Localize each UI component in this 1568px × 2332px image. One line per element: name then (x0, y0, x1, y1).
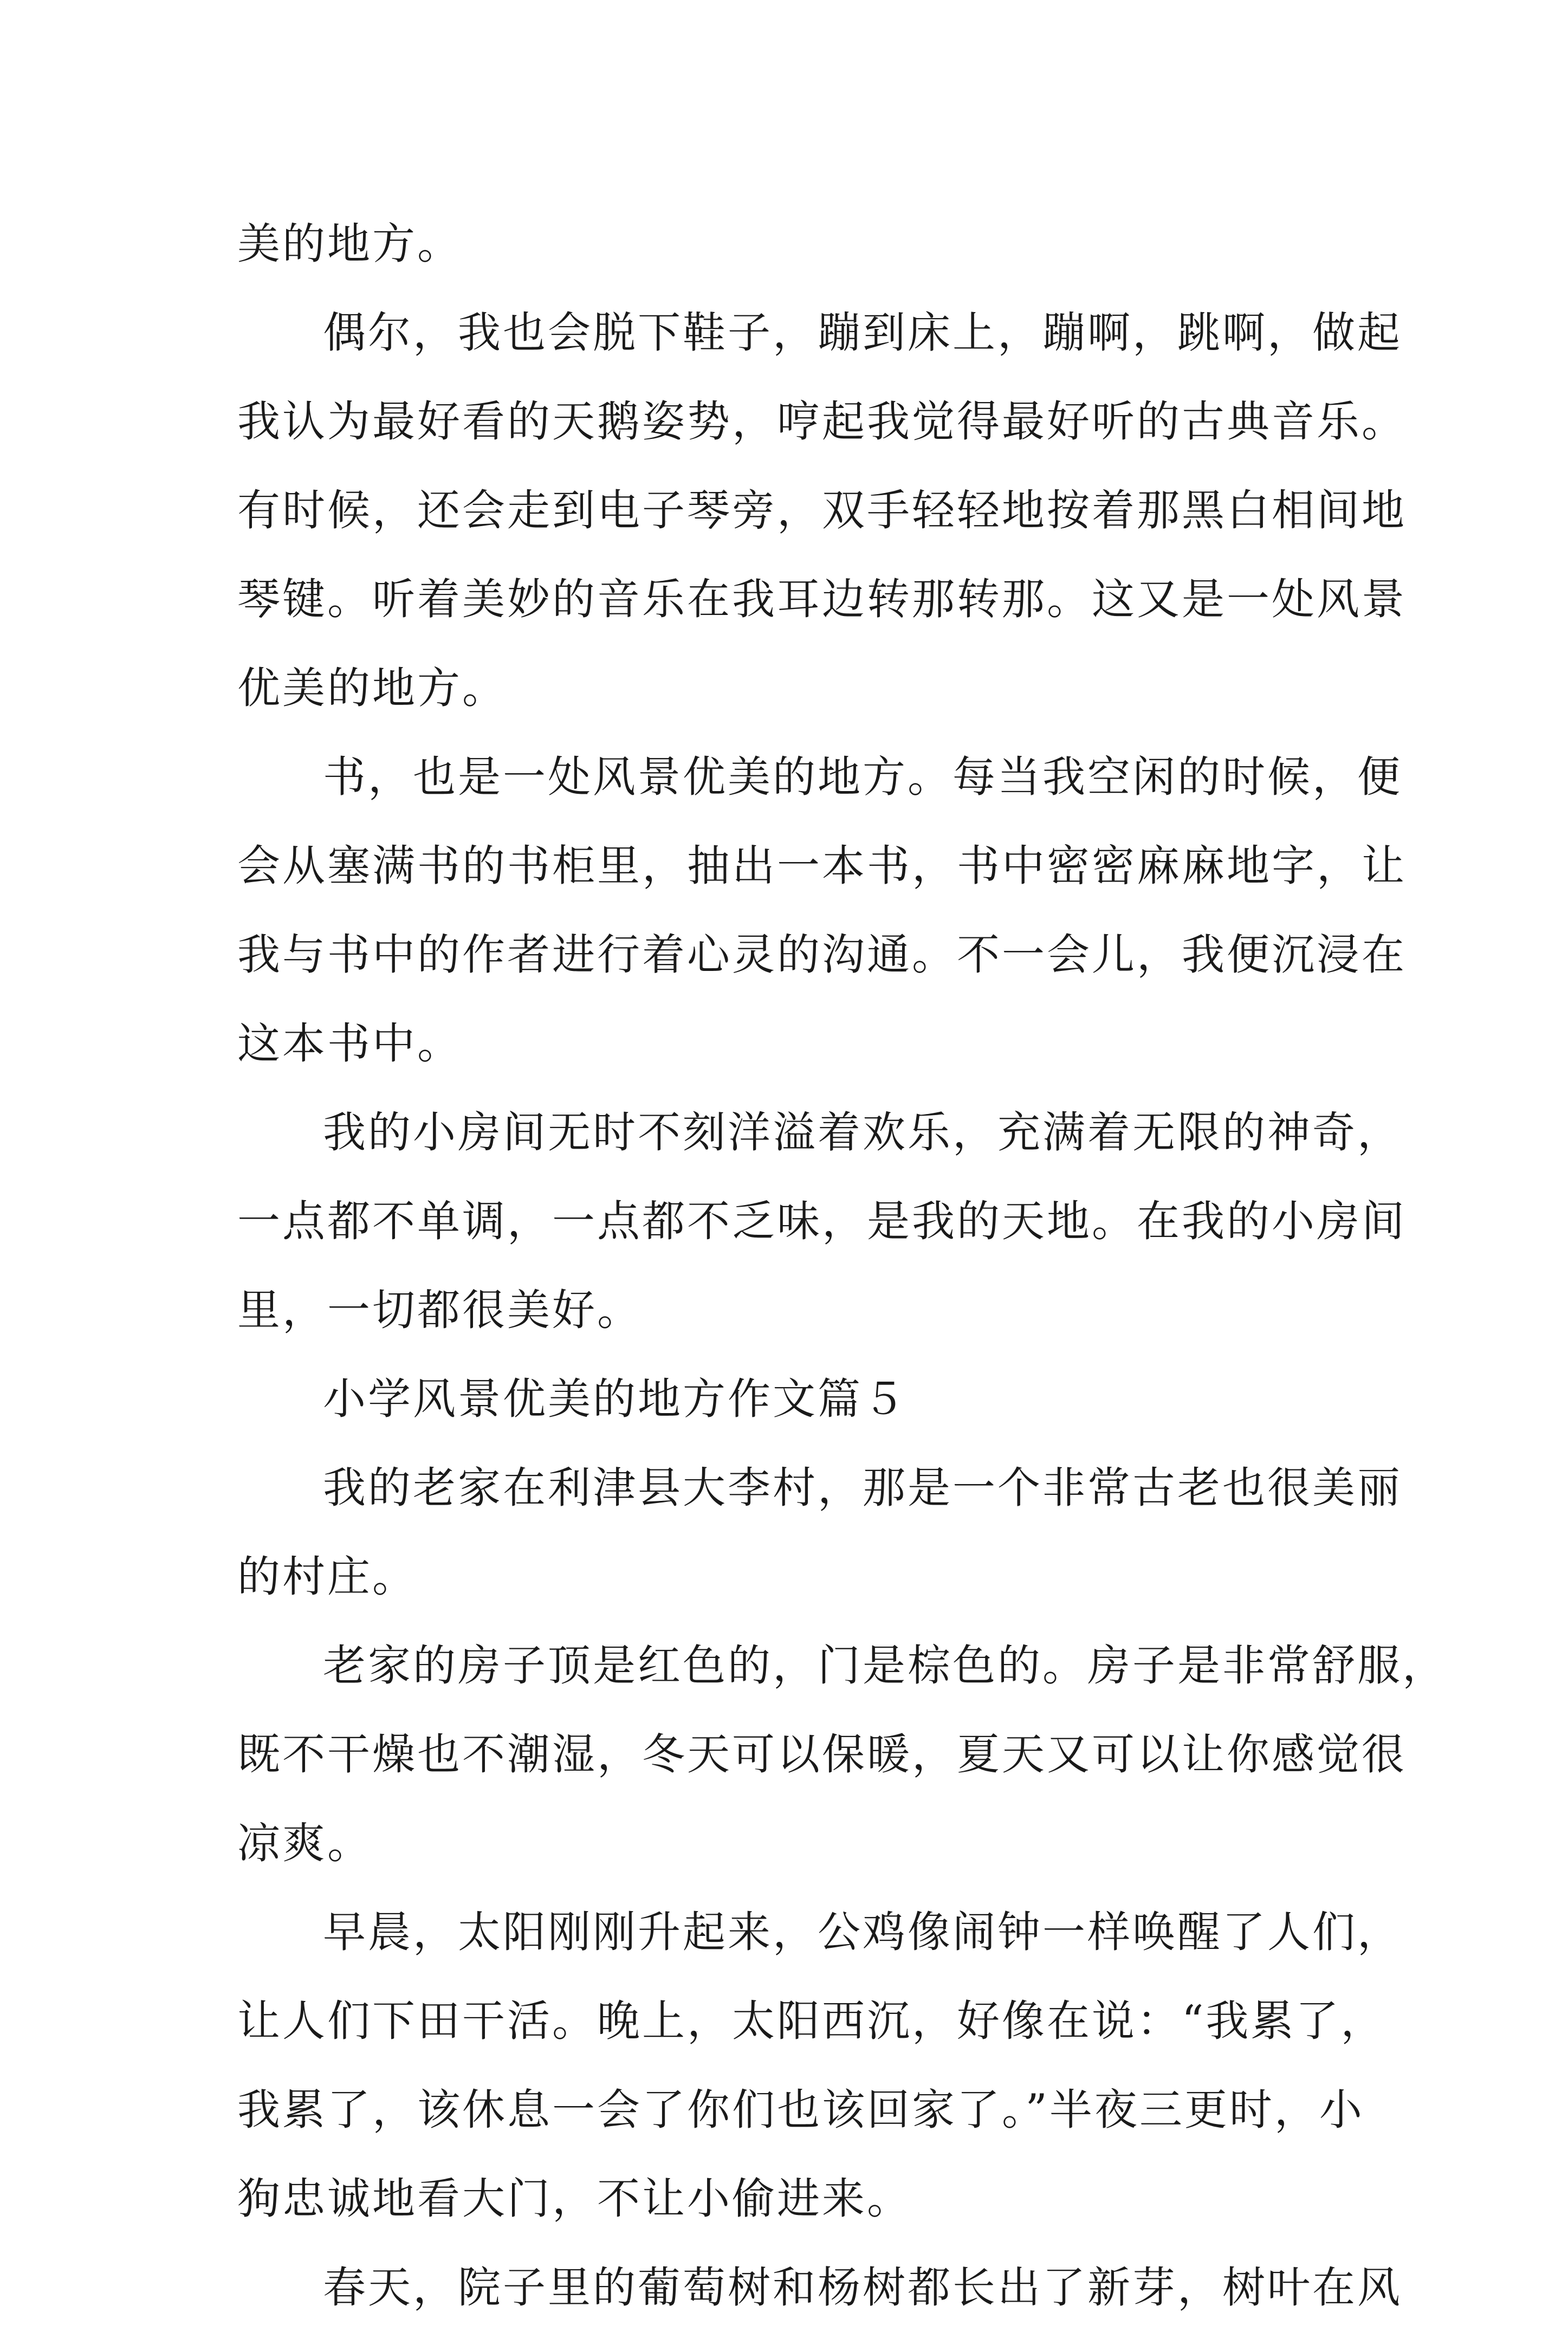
text-line: 一点都不单调，一点都不乏味，是我的天地。在我的小房间 (237, 1196, 1407, 1246)
document-body (237, 199, 1447, 2332)
text-line: 有时候，还会走到电子琴旁，双手轻轻地按着那黑白相间地 (237, 485, 1407, 535)
text-line: 我的小房间无时不刻洋溢着欢乐，充满着无限的神奇， (323, 1107, 1402, 1157)
text-line: 我的老家在利津县大李村，那是一个非常古老也很美丽 (323, 1463, 1402, 1513)
text-line: 会从塞满书的书柜里，抽出一本书，书中密密麻麻地字，让 (237, 841, 1407, 891)
text-line: 既不干燥也不潮湿，冬天可以保暖，夏天又可以让你感觉很 (237, 1729, 1407, 1779)
text-line: 我认为最好看的天鹅姿势，哼起我觉得最好听的古典音乐。 (237, 397, 1407, 446)
text-line: 凉爽。 (237, 1818, 372, 1868)
text-line: 偶尔，我也会脱下鞋子，蹦到床上，蹦啊，跳啊，做起 (323, 308, 1402, 358)
text-line: 里，一切都很美好。 (237, 1285, 642, 1335)
section-heading: 小学风景优美的地方作文篇５ (323, 1374, 908, 1424)
text-line: 让人们下田干活。晚上，太阳西沉，好像在说：“我累了， (237, 1996, 1386, 2046)
text-line: 早晨，太阳刚刚升起来，公鸡像闹钟一样唤醒了人们， (323, 1907, 1402, 1957)
text-line: 的村庄。 (237, 1552, 417, 1602)
text-line: 老家的房子顶是红色的，门是棕色的。房子是非常舒服， (323, 1641, 1447, 1690)
text-line: 这本书中。 (237, 1019, 462, 1068)
text-line: 春天，院子里的葡萄树和杨树都长出了新芽，树叶在风 (323, 2263, 1402, 2312)
text-line: 书，也是一处风景优美的地方。每当我空闲的时候，便 (323, 752, 1402, 802)
text-line: 狗忠诚地看大门，不让小偷进来。 (237, 2174, 912, 2224)
text-line: 美的地方。 (237, 219, 462, 269)
text-line: 琴键。听着美妙的音乐在我耳边转那转那。这又是一处风景 (237, 574, 1407, 624)
text-line: 优美的地方。 (237, 663, 507, 713)
text-line: 我与书中的作者进行着心灵的沟通。不一会儿，我便沉浸在 (237, 930, 1407, 980)
text-line: 我累了，该休息一会了你们也该回家了。”半夜三更时，小 (237, 2085, 1364, 2135)
